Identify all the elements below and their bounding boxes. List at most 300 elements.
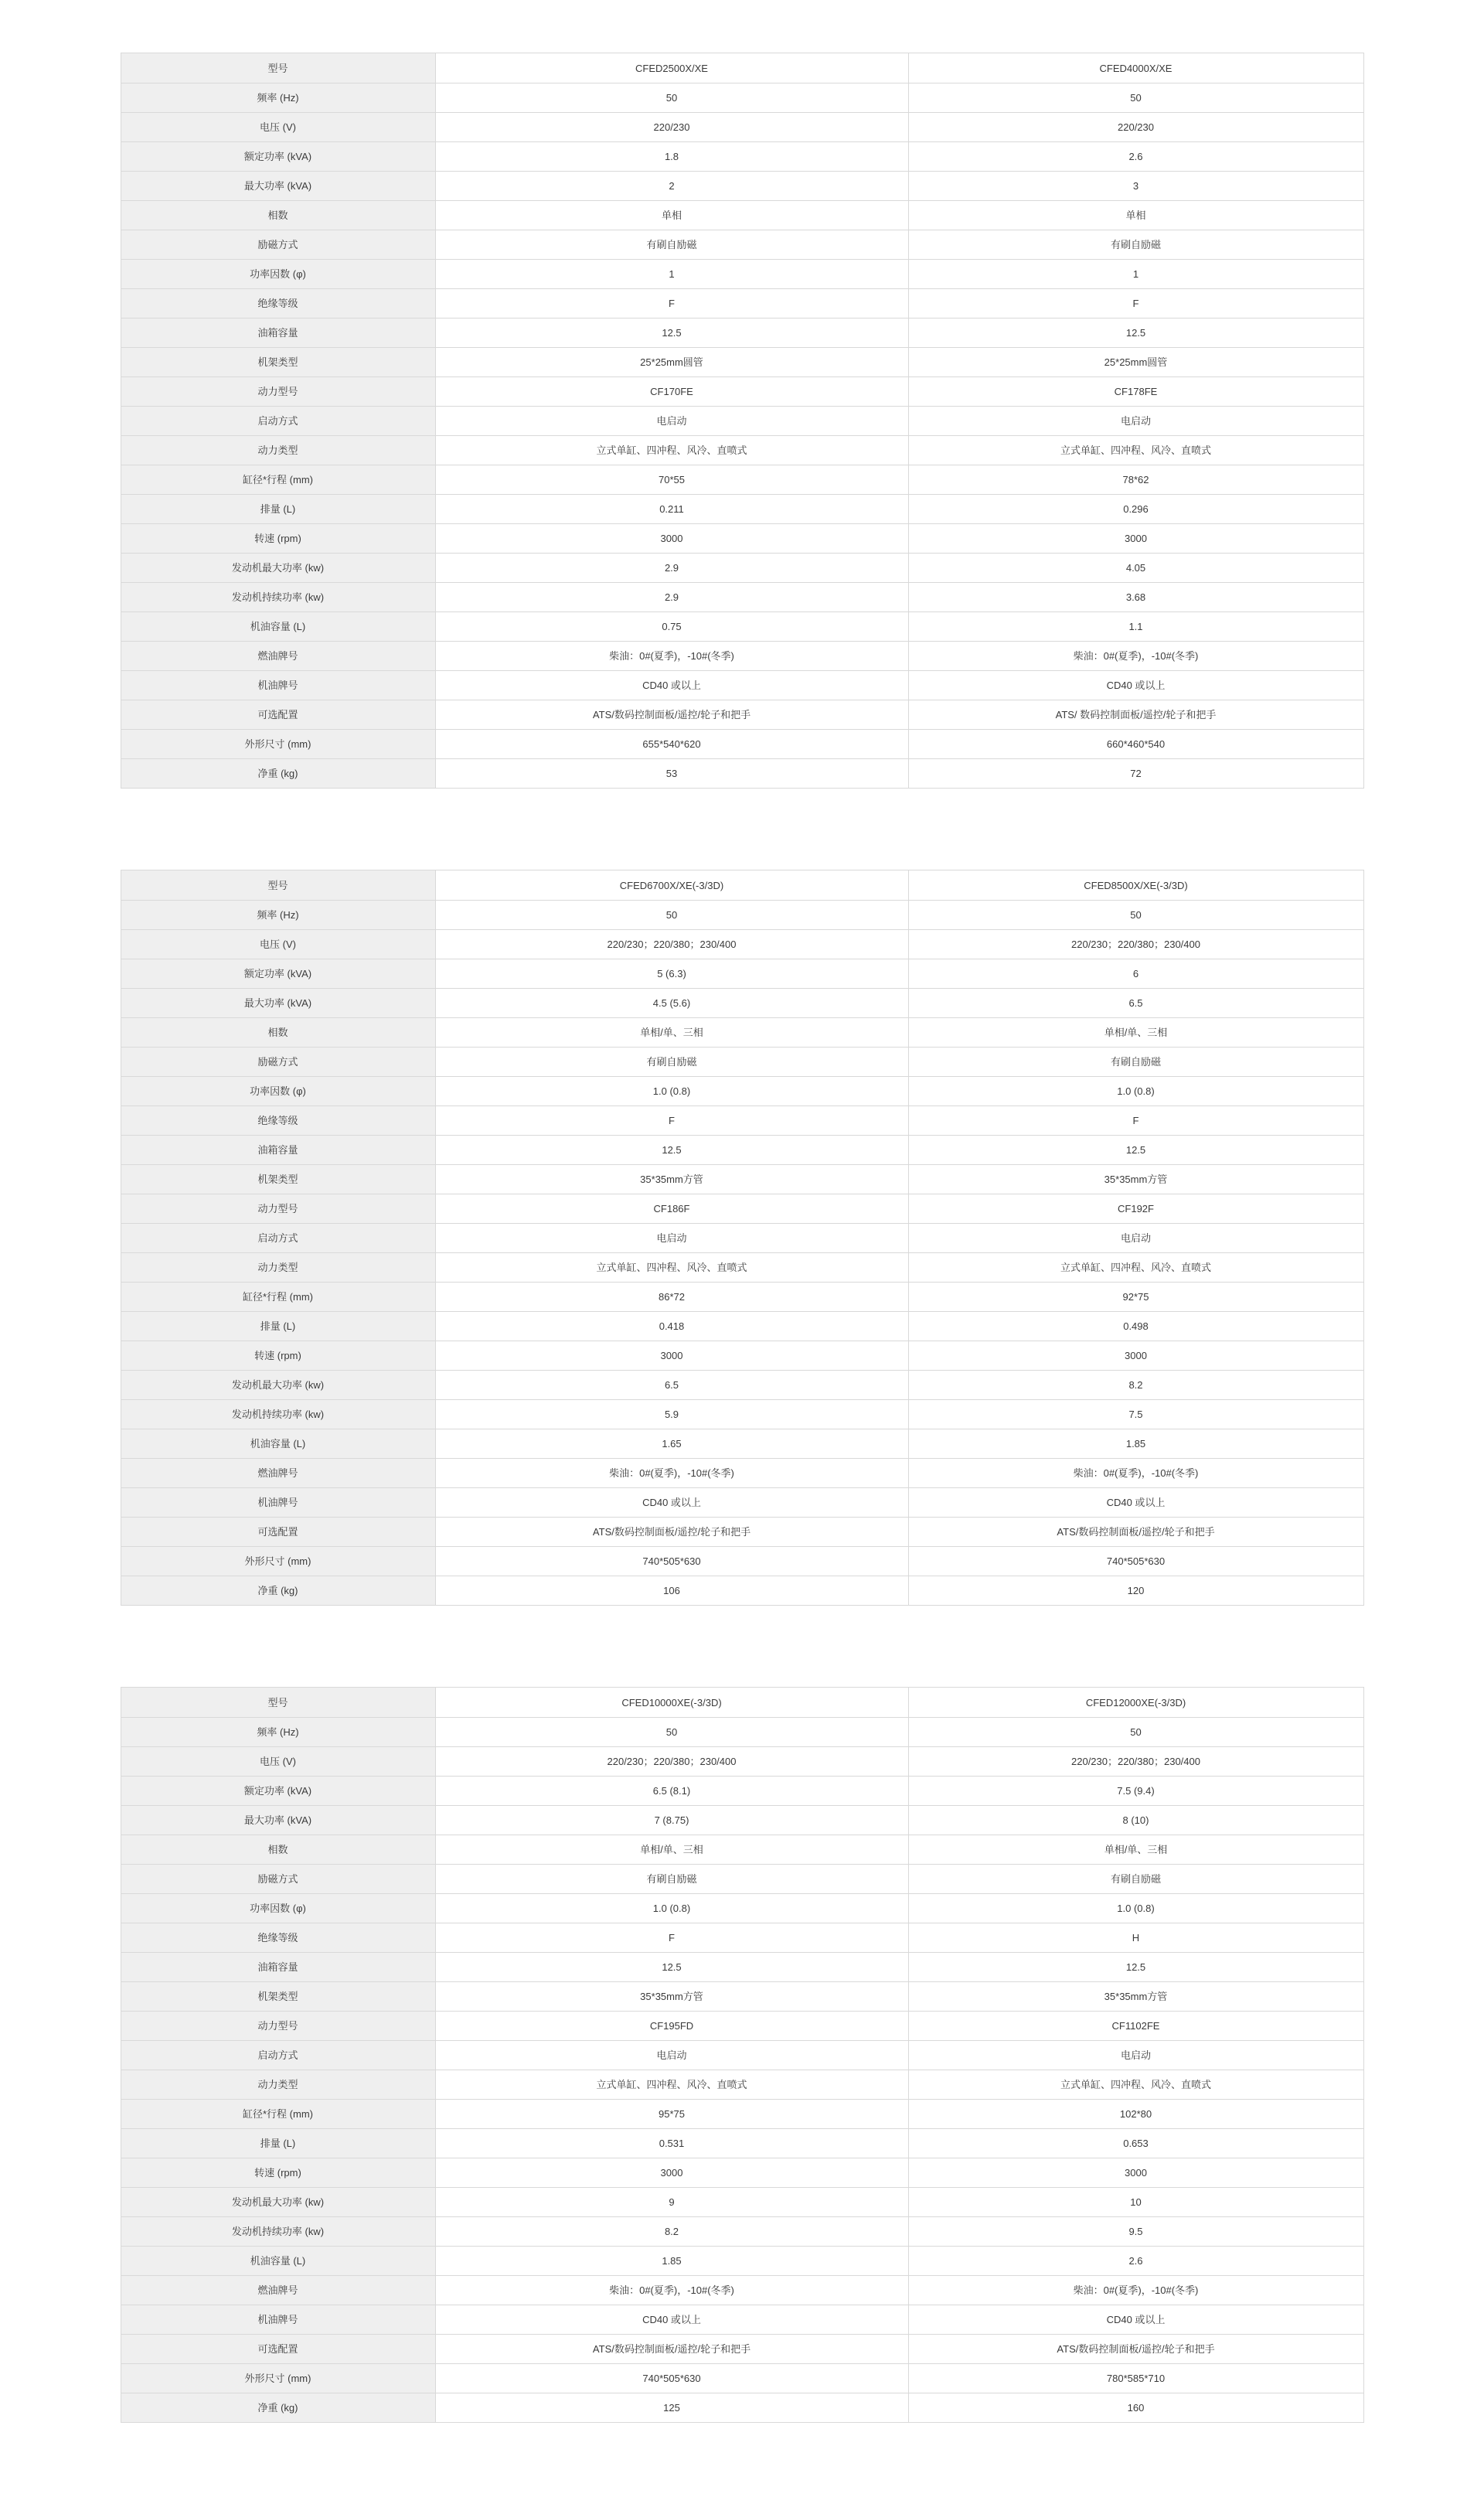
cell-value-2: 1 bbox=[909, 260, 1363, 288]
cell-value-2: 0.653 bbox=[909, 2129, 1363, 2158]
cell-value-1: 3000 bbox=[436, 2158, 909, 2187]
table-row bbox=[121, 729, 1363, 758]
cell-value-2: 单相/单、三相 bbox=[909, 1018, 1363, 1047]
cell-value-1: 106 bbox=[436, 1576, 909, 1605]
cell-value-1: 8.2 bbox=[436, 2217, 909, 2246]
cell-value-1: 220/230；220/380；230/400 bbox=[436, 930, 909, 959]
row-label: 燃油牌号 bbox=[121, 642, 436, 670]
cell-value-2: 12.5 bbox=[909, 1136, 1363, 1164]
table-row bbox=[121, 2305, 1363, 2334]
cell-value-2: 780*585*710 bbox=[909, 2364, 1363, 2393]
table-row bbox=[121, 1864, 1363, 1893]
row-label: 发动机持续功率 (kw) bbox=[121, 1400, 436, 1429]
table-row bbox=[121, 1341, 1363, 1370]
row-label: 转速 (rpm) bbox=[121, 524, 436, 553]
cell-value-2: CF1102FE bbox=[909, 2012, 1363, 2040]
cell-value-1: 单相 bbox=[436, 201, 909, 230]
cell-value-1: 0.75 bbox=[436, 612, 909, 641]
row-label: 净重 (kg) bbox=[121, 759, 436, 788]
cell-value-1: 740*505*630 bbox=[436, 1547, 909, 1576]
row-label: 动力类型 bbox=[121, 1253, 436, 1282]
cell-value-2: 50 bbox=[909, 1718, 1363, 1746]
table-row bbox=[121, 900, 1363, 929]
cell-value-1: 5.9 bbox=[436, 1400, 909, 1429]
table-row bbox=[121, 1047, 1363, 1076]
row-label: 外形尺寸 (mm) bbox=[121, 1547, 436, 1576]
cell-value-1: 2 bbox=[436, 172, 909, 200]
cell-value-2: CFED12000XE(-3/3D) bbox=[909, 1688, 1363, 1717]
row-label: 绝缘等级 bbox=[121, 1923, 436, 1952]
cell-value-1: 50 bbox=[436, 83, 909, 112]
cell-value-1: CFED10000XE(-3/3D) bbox=[436, 1688, 909, 1717]
cell-value-2: 单相/单、三相 bbox=[909, 1835, 1363, 1864]
row-label: 转速 (rpm) bbox=[121, 2158, 436, 2187]
cell-value-2: 3 bbox=[909, 172, 1363, 200]
cell-value-2: 7.5 bbox=[909, 1400, 1363, 1429]
cell-value-2: 72 bbox=[909, 759, 1363, 788]
row-label: 排量 (L) bbox=[121, 2129, 436, 2158]
cell-value-2: CF178FE bbox=[909, 377, 1363, 406]
cell-value-1: 1.8 bbox=[436, 142, 909, 171]
table-row bbox=[121, 1487, 1363, 1517]
cell-value-1: 有刷自励磁 bbox=[436, 230, 909, 259]
row-label: 功率因数 (φ) bbox=[121, 260, 436, 288]
row-label: 启动方式 bbox=[121, 407, 436, 435]
row-label: 相数 bbox=[121, 201, 436, 230]
row-label: 相数 bbox=[121, 1018, 436, 1047]
cell-value-2: 120 bbox=[909, 1576, 1363, 1605]
cell-value-2: 8 (10) bbox=[909, 1806, 1363, 1835]
cell-value-2: 12.5 bbox=[909, 1953, 1363, 1981]
row-label: 动力类型 bbox=[121, 436, 436, 465]
cell-value-2: 0.498 bbox=[909, 1312, 1363, 1341]
cell-value-2: 220/230 bbox=[909, 113, 1363, 141]
cell-value-2: 35*35mm方管 bbox=[909, 1165, 1363, 1194]
row-label: 型号 bbox=[121, 870, 436, 900]
cell-value-2: 102*80 bbox=[909, 2100, 1363, 2128]
cell-value-2: CD40 或以上 bbox=[909, 2305, 1363, 2334]
row-label: 排量 (L) bbox=[121, 495, 436, 523]
cell-value-1: 0.531 bbox=[436, 2129, 909, 2158]
row-label: 燃油牌号 bbox=[121, 1459, 436, 1487]
cell-value-2: 220/230；220/380；230/400 bbox=[909, 930, 1363, 959]
row-label: 启动方式 bbox=[121, 1224, 436, 1252]
cell-value-2: CD40 或以上 bbox=[909, 1488, 1363, 1517]
table-row bbox=[121, 2216, 1363, 2246]
cell-value-1: 有刷自励磁 bbox=[436, 1048, 909, 1076]
cell-value-1: 有刷自励磁 bbox=[436, 1865, 909, 1893]
cell-value-2: 0.296 bbox=[909, 495, 1363, 523]
cell-value-1: 7 (8.75) bbox=[436, 1806, 909, 1835]
table-row bbox=[121, 1164, 1363, 1194]
table-row bbox=[121, 259, 1363, 288]
row-label: 电压 (V) bbox=[121, 113, 436, 141]
row-label: 排量 (L) bbox=[121, 1312, 436, 1341]
cell-value-2: 立式单缸、四冲程、风冷、直喷式 bbox=[909, 1253, 1363, 1282]
cell-value-1: ATS/数码控制面板/遥控/轮子和把手 bbox=[436, 2335, 909, 2363]
row-label: 发动机持续功率 (kw) bbox=[121, 2217, 436, 2246]
table-row bbox=[121, 2040, 1363, 2070]
cell-value-1: 35*35mm方管 bbox=[436, 1165, 909, 1194]
cell-value-1: 6.5 (8.1) bbox=[436, 1777, 909, 1805]
cell-value-2: 50 bbox=[909, 901, 1363, 929]
cell-value-1: CD40 或以上 bbox=[436, 1488, 909, 1517]
row-label: 缸径*行程 (mm) bbox=[121, 465, 436, 494]
row-label: 最大功率 (kVA) bbox=[121, 989, 436, 1017]
row-label: 燃油牌号 bbox=[121, 2276, 436, 2305]
row-label: 机油牌号 bbox=[121, 2305, 436, 2334]
cell-value-1: CF195FD bbox=[436, 2012, 909, 2040]
cell-value-1: F bbox=[436, 1106, 909, 1135]
table-row bbox=[121, 1952, 1363, 1981]
table-row bbox=[121, 1805, 1363, 1835]
table-row bbox=[121, 171, 1363, 200]
row-label: 动力型号 bbox=[121, 1194, 436, 1223]
cell-value-2: 立式单缸、四冲程、风冷、直喷式 bbox=[909, 2070, 1363, 2099]
cell-value-2: 3.68 bbox=[909, 583, 1363, 612]
cell-value-2: 660*460*540 bbox=[909, 730, 1363, 758]
cell-value-2: 78*62 bbox=[909, 465, 1363, 494]
cell-value-2: 电启动 bbox=[909, 1224, 1363, 1252]
table-row bbox=[121, 465, 1363, 494]
cell-value-1: 53 bbox=[436, 759, 909, 788]
table-row bbox=[121, 929, 1363, 959]
row-label: 发动机持续功率 (kw) bbox=[121, 583, 436, 612]
table-row bbox=[121, 2393, 1363, 2422]
cell-value-2: 电启动 bbox=[909, 2041, 1363, 2070]
cell-value-1: 9 bbox=[436, 2188, 909, 2216]
cell-value-2: 1.0 (0.8) bbox=[909, 1077, 1363, 1106]
cell-value-1: 0.211 bbox=[436, 495, 909, 523]
row-label: 缸径*行程 (mm) bbox=[121, 2100, 436, 2128]
cell-value-2: 有刷自励磁 bbox=[909, 1048, 1363, 1076]
table-row bbox=[121, 700, 1363, 729]
row-label: 动力类型 bbox=[121, 2070, 436, 2099]
cell-value-1: 12.5 bbox=[436, 1136, 909, 1164]
cell-value-2: 2.6 bbox=[909, 142, 1363, 171]
row-label: 型号 bbox=[121, 53, 436, 83]
row-label: 最大功率 (kVA) bbox=[121, 1806, 436, 1835]
table-row bbox=[121, 612, 1363, 641]
table-row bbox=[121, 200, 1363, 230]
cell-value-1: 电启动 bbox=[436, 2041, 909, 2070]
cell-value-2: 9.5 bbox=[909, 2217, 1363, 2246]
cell-value-2: 柴油：0#(夏季)，-10#(冬季) bbox=[909, 1459, 1363, 1487]
cell-value-1: 柴油：0#(夏季)，-10#(冬季) bbox=[436, 2276, 909, 2305]
cell-value-1: 2.9 bbox=[436, 554, 909, 582]
table-row bbox=[121, 83, 1363, 112]
cell-value-2: 立式单缸、四冲程、风冷、直喷式 bbox=[909, 436, 1363, 465]
row-label: 外形尺寸 (mm) bbox=[121, 2364, 436, 2393]
cell-value-2: 有刷自励磁 bbox=[909, 230, 1363, 259]
cell-value-2: 电启动 bbox=[909, 407, 1363, 435]
row-label: 电压 (V) bbox=[121, 930, 436, 959]
row-label: 发动机最大功率 (kw) bbox=[121, 554, 436, 582]
cell-value-1: 50 bbox=[436, 901, 909, 929]
table-row bbox=[121, 1717, 1363, 1746]
table-row bbox=[121, 553, 1363, 582]
row-label: 额定功率 (kVA) bbox=[121, 959, 436, 988]
cell-value-2: 柴油：0#(夏季)，-10#(冬季) bbox=[909, 642, 1363, 670]
table-row bbox=[121, 1223, 1363, 1252]
cell-value-1: 740*505*630 bbox=[436, 2364, 909, 2393]
cell-value-1: 220/230 bbox=[436, 113, 909, 141]
cell-value-2: 12.5 bbox=[909, 319, 1363, 347]
table-row bbox=[121, 1893, 1363, 1923]
cell-value-2: CF192F bbox=[909, 1194, 1363, 1223]
row-label: 相数 bbox=[121, 1835, 436, 1864]
cell-value-2: 有刷自励磁 bbox=[909, 1865, 1363, 1893]
row-label: 机油牌号 bbox=[121, 671, 436, 700]
cell-value-2: 2.6 bbox=[909, 2247, 1363, 2275]
table-row bbox=[121, 1776, 1363, 1805]
row-label: 电压 (V) bbox=[121, 1747, 436, 1776]
cell-value-2: CFED4000X/XE bbox=[909, 53, 1363, 83]
cell-value-1: CD40 或以上 bbox=[436, 2305, 909, 2334]
cell-value-1: 1.0 (0.8) bbox=[436, 1894, 909, 1923]
table-row bbox=[121, 1282, 1363, 1311]
table-row bbox=[121, 230, 1363, 259]
table-row bbox=[121, 1311, 1363, 1341]
table-row bbox=[121, 988, 1363, 1017]
table-row bbox=[121, 1576, 1363, 1605]
cell-value-1: 3000 bbox=[436, 524, 909, 553]
row-label: 可选配置 bbox=[121, 2335, 436, 2363]
table-row bbox=[121, 2099, 1363, 2128]
table-row bbox=[121, 2070, 1363, 2099]
cell-value-1: 35*35mm方管 bbox=[436, 1982, 909, 2011]
cell-value-1: 2.9 bbox=[436, 583, 909, 612]
table-row bbox=[121, 1194, 1363, 1223]
row-label: 型号 bbox=[121, 1688, 436, 1717]
cell-value-2: 4.05 bbox=[909, 554, 1363, 582]
table-row bbox=[121, 2187, 1363, 2216]
cell-value-2: 160 bbox=[909, 2393, 1363, 2422]
spec-table-3 bbox=[121, 1687, 1364, 2423]
table-row bbox=[121, 1746, 1363, 1776]
row-label: 油箱容量 bbox=[121, 1136, 436, 1164]
cell-value-1: 1.65 bbox=[436, 1429, 909, 1458]
table-row bbox=[121, 1688, 1363, 1717]
cell-value-1: CD40 或以上 bbox=[436, 671, 909, 700]
cell-value-1: 3000 bbox=[436, 1341, 909, 1370]
cell-value-1: 立式单缸、四冲程、风冷、直喷式 bbox=[436, 1253, 909, 1282]
row-label: 动力型号 bbox=[121, 2012, 436, 2040]
cell-value-2: 1.85 bbox=[909, 1429, 1363, 1458]
row-label: 转速 (rpm) bbox=[121, 1341, 436, 1370]
cell-value-1: 220/230；220/380；230/400 bbox=[436, 1747, 909, 1776]
cell-value-2: 92*75 bbox=[909, 1283, 1363, 1311]
table-row bbox=[121, 870, 1363, 900]
table-row bbox=[121, 2128, 1363, 2158]
table-row bbox=[121, 1981, 1363, 2011]
table-row bbox=[121, 1923, 1363, 1952]
cell-value-1: ATS/数码控制面板/遥控/轮子和把手 bbox=[436, 1518, 909, 1546]
cell-value-2: F bbox=[909, 1106, 1363, 1135]
cell-value-2: ATS/ 数码控制面板/遥控/轮子和把手 bbox=[909, 700, 1363, 729]
table-row bbox=[121, 1517, 1363, 1546]
row-label: 动力型号 bbox=[121, 377, 436, 406]
table-row bbox=[121, 1135, 1363, 1164]
cell-value-1: 50 bbox=[436, 1718, 909, 1746]
table-row bbox=[121, 1106, 1363, 1135]
cell-value-1: 1.85 bbox=[436, 2247, 909, 2275]
cell-value-1: 5 (6.3) bbox=[436, 959, 909, 988]
cell-value-1: 95*75 bbox=[436, 2100, 909, 2128]
row-label: 启动方式 bbox=[121, 2041, 436, 2070]
table-row bbox=[121, 1370, 1363, 1399]
cell-value-1: 70*55 bbox=[436, 465, 909, 494]
row-label: 发动机最大功率 (kw) bbox=[121, 1371, 436, 1399]
row-label: 频率 (Hz) bbox=[121, 901, 436, 929]
cell-value-1: 单相/单、三相 bbox=[436, 1018, 909, 1047]
cell-value-2: 3000 bbox=[909, 2158, 1363, 2187]
cell-value-2: ATS/数码控制面板/遥控/轮子和把手 bbox=[909, 1518, 1363, 1546]
table-row bbox=[121, 582, 1363, 612]
row-label: 外形尺寸 (mm) bbox=[121, 730, 436, 758]
table-row bbox=[121, 523, 1363, 553]
cell-value-1: 单相/单、三相 bbox=[436, 1835, 909, 1864]
row-label: 励磁方式 bbox=[121, 1048, 436, 1076]
cell-value-1: 655*540*620 bbox=[436, 730, 909, 758]
table-row bbox=[121, 1252, 1363, 1282]
row-label: 最大功率 (kVA) bbox=[121, 172, 436, 200]
table-row bbox=[121, 53, 1363, 83]
table-row bbox=[121, 435, 1363, 465]
row-label: 净重 (kg) bbox=[121, 1576, 436, 1605]
cell-value-1: CF170FE bbox=[436, 377, 909, 406]
cell-value-2: H bbox=[909, 1923, 1363, 1952]
table-row bbox=[121, 758, 1363, 788]
cell-value-2: 50 bbox=[909, 83, 1363, 112]
row-label: 机架类型 bbox=[121, 1982, 436, 2011]
cell-value-1: 6.5 bbox=[436, 1371, 909, 1399]
cell-value-2: 3000 bbox=[909, 1341, 1363, 1370]
row-label: 发动机最大功率 (kw) bbox=[121, 2188, 436, 2216]
table-row bbox=[121, 1017, 1363, 1047]
cell-value-2: 220/230；220/380；230/400 bbox=[909, 1747, 1363, 1776]
row-label: 机架类型 bbox=[121, 348, 436, 376]
cell-value-2: 35*35mm方管 bbox=[909, 1982, 1363, 2011]
cell-value-1: CFED2500X/XE bbox=[436, 53, 909, 83]
cell-value-2: 25*25mm圆管 bbox=[909, 348, 1363, 376]
table-row bbox=[121, 2158, 1363, 2187]
table-row bbox=[121, 347, 1363, 376]
row-label: 额定功率 (kVA) bbox=[121, 142, 436, 171]
cell-value-1: 25*25mm圆管 bbox=[436, 348, 909, 376]
table-row bbox=[121, 1546, 1363, 1576]
cell-value-2: 6.5 bbox=[909, 989, 1363, 1017]
table-row bbox=[121, 1429, 1363, 1458]
table-row bbox=[121, 2334, 1363, 2363]
row-label: 油箱容量 bbox=[121, 319, 436, 347]
row-label: 机油容量 (L) bbox=[121, 1429, 436, 1458]
cell-value-2: 10 bbox=[909, 2188, 1363, 2216]
table-row bbox=[121, 376, 1363, 406]
cell-value-2: 6 bbox=[909, 959, 1363, 988]
table-row bbox=[121, 318, 1363, 347]
cell-value-2: 740*505*630 bbox=[909, 1547, 1363, 1576]
table-row bbox=[121, 1835, 1363, 1864]
table-row bbox=[121, 2011, 1363, 2040]
row-label: 绝缘等级 bbox=[121, 289, 436, 318]
cell-value-2: F bbox=[909, 289, 1363, 318]
table-row bbox=[121, 2363, 1363, 2393]
cell-value-2: 柴油：0#(夏季)，-10#(冬季) bbox=[909, 2276, 1363, 2305]
table-row bbox=[121, 641, 1363, 670]
row-label: 额定功率 (kVA) bbox=[121, 1777, 436, 1805]
row-label: 净重 (kg) bbox=[121, 2393, 436, 2422]
row-label: 机油容量 (L) bbox=[121, 612, 436, 641]
table-row bbox=[121, 1076, 1363, 1106]
cell-value-2: 1.0 (0.8) bbox=[909, 1894, 1363, 1923]
row-label: 缸径*行程 (mm) bbox=[121, 1283, 436, 1311]
cell-value-1: 电启动 bbox=[436, 407, 909, 435]
cell-value-2: CD40 或以上 bbox=[909, 671, 1363, 700]
cell-value-2: 7.5 (9.4) bbox=[909, 1777, 1363, 1805]
row-label: 机架类型 bbox=[121, 1165, 436, 1194]
row-label: 励磁方式 bbox=[121, 230, 436, 259]
row-label: 机油容量 (L) bbox=[121, 2247, 436, 2275]
table-row bbox=[121, 1458, 1363, 1487]
cell-value-1: 立式单缸、四冲程、风冷、直喷式 bbox=[436, 436, 909, 465]
row-label: 油箱容量 bbox=[121, 1953, 436, 1981]
row-label: 频率 (Hz) bbox=[121, 83, 436, 112]
cell-value-2: ATS/数码控制面板/遥控/轮子和把手 bbox=[909, 2335, 1363, 2363]
cell-value-1: CFED6700X/XE(-3/3D) bbox=[436, 870, 909, 900]
table-row bbox=[121, 1399, 1363, 1429]
cell-value-1: CF186F bbox=[436, 1194, 909, 1223]
table-row bbox=[121, 112, 1363, 141]
cell-value-1: 柴油：0#(夏季)，-10#(冬季) bbox=[436, 1459, 909, 1487]
cell-value-1: 1.0 (0.8) bbox=[436, 1077, 909, 1106]
cell-value-1: 柴油：0#(夏季)，-10#(冬季) bbox=[436, 642, 909, 670]
table-row bbox=[121, 494, 1363, 523]
table-row bbox=[121, 2275, 1363, 2305]
cell-value-1: 电启动 bbox=[436, 1224, 909, 1252]
cell-value-2: CFED8500X/XE(-3/3D) bbox=[909, 870, 1363, 900]
cell-value-2: 3000 bbox=[909, 524, 1363, 553]
row-label: 功率因数 (φ) bbox=[121, 1894, 436, 1923]
cell-value-1: ATS/数码控制面板/遥控/轮子和把手 bbox=[436, 700, 909, 729]
cell-value-1: 0.418 bbox=[436, 1312, 909, 1341]
cell-value-1: 12.5 bbox=[436, 319, 909, 347]
cell-value-1: 125 bbox=[436, 2393, 909, 2422]
cell-value-2: 8.2 bbox=[909, 1371, 1363, 1399]
row-label: 可选配置 bbox=[121, 700, 436, 729]
cell-value-1: 1 bbox=[436, 260, 909, 288]
cell-value-1: F bbox=[436, 1923, 909, 1952]
cell-value-1: 立式单缸、四冲程、风冷、直喷式 bbox=[436, 2070, 909, 2099]
cell-value-1: 86*72 bbox=[436, 1283, 909, 1311]
cell-value-1: 4.5 (5.6) bbox=[436, 989, 909, 1017]
table-row bbox=[121, 2246, 1363, 2275]
table-row bbox=[121, 288, 1363, 318]
row-label: 励磁方式 bbox=[121, 1865, 436, 1893]
cell-value-1: F bbox=[436, 289, 909, 318]
row-label: 机油牌号 bbox=[121, 1488, 436, 1517]
cell-value-2: 1.1 bbox=[909, 612, 1363, 641]
cell-value-1: 12.5 bbox=[436, 1953, 909, 1981]
spec-table-2 bbox=[121, 870, 1364, 1606]
cell-value-2: 单相 bbox=[909, 201, 1363, 230]
table-row bbox=[121, 141, 1363, 171]
table-row bbox=[121, 670, 1363, 700]
table-row bbox=[121, 406, 1363, 435]
row-label: 可选配置 bbox=[121, 1518, 436, 1546]
row-label: 频率 (Hz) bbox=[121, 1718, 436, 1746]
row-label: 功率因数 (φ) bbox=[121, 1077, 436, 1106]
